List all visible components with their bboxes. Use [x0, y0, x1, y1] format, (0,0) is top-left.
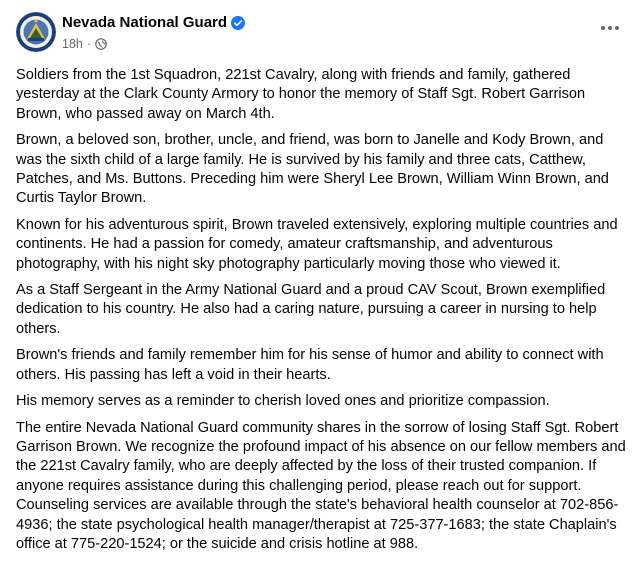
- post-paragraph: Known for his adventurous spirit, Brown traveled extensively, exploring multiple countries and continents. He had a passion for comedy, amateur craftsmanship, and adventurous photography, with his night sky photography particularly moving those who viewed it.: [16, 216, 618, 272]
- post-paragraph: Soldiers from the 1st Squadron, 221st Cavalry, along with friends and family, gathered yesterday at the Clark County Armory to honor the memory of Staff Sgt. Robert Garrison Brown, who passed away on March 4th.: [16, 67, 586, 122]
- post-header: [16, 12, 624, 54]
- more-options-icon[interactable]: [596, 16, 624, 40]
- meta-separator: ·: [86, 37, 92, 51]
- post-paragraph: Brown, a beloved son, brother, uncle, and friend, was born to Janelle and Kody Brown, and was the sixth child of a large family. He is survived by his family and three cats, Catthew, Patches, and Ms. Buttons. Preceding him were Sheryl Lee Brown, William Winn Brown, and Curtis Taylor Brown.: [16, 132, 609, 207]
- verified-badge-icon: [231, 16, 245, 30]
- post-paragraph: As a Staff Sergeant in the Army National Guard and a proud CAV Scout, Brown exemplified dedication to his country. He also had a caring nature, pursuing a career in nursing to help others.: [16, 282, 606, 337]
- page-name[interactable]: Nevada National Guard: [62, 14, 228, 31]
- post-paragraph: Brown's friends and family remember him for his sense of humor and ability to connect with others. His passing has left a void in their hearts.: [16, 347, 604, 383]
- seal-logo-icon: [16, 12, 56, 52]
- page-avatar[interactable]: [16, 12, 56, 52]
- globe-icon[interactable]: [95, 38, 107, 50]
- post-paragraph: His memory serves as a reminder to cherish loved ones and prioritize compassion.: [16, 393, 550, 410]
- post-timestamp[interactable]: 18h: [62, 37, 83, 51]
- post-body: [16, 66, 628, 561]
- post-paragraph: The entire Nevada National Guard community shares in the sorrow of losing Staff Sgt. Robert Garrison Brown. We recognize the profound impact of his absence on our fellow members and the 221st Cavalry family, who are deeply affected by the loss of their trusted companion. If anyone requires assistance during this challenging period, please reach out for support. Counseling services are available through the state's behavioral health counselor at 702-856-4936; the state psychological health manager/therapist at 725-377-1683; the state Chaplain's office at 775-220-1524; or the suicide and crisis hotline at 988.: [16, 419, 626, 552]
